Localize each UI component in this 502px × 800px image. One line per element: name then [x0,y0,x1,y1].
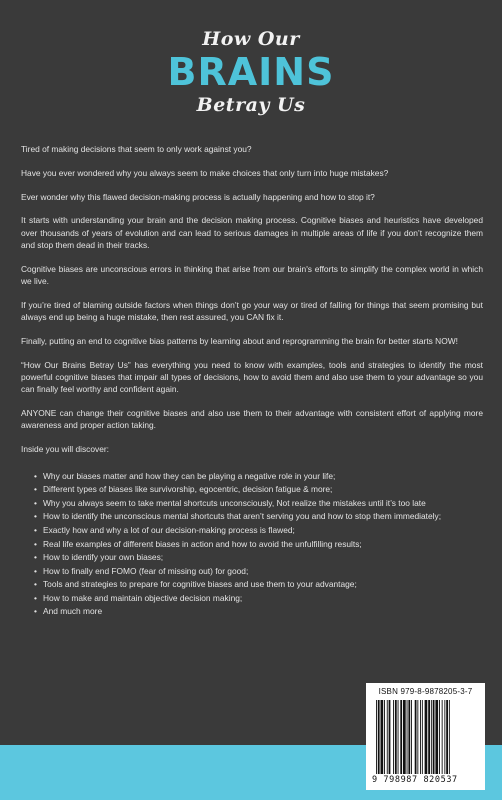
list-item: • Why you always seem to take mental shortcuts unconsciously, Not realize the mistakes until it’s too late [21,497,483,509]
list-item: • Different types of biases like survivorship, egocentric, decision fatigue & more; [21,483,483,495]
back-cover-description [21,143,483,619]
title-line-1: How Our [202,28,300,50]
paragraph: Finally, putting an end to cognitive bias patterns by learning about and reprogramming the brain for better starts NOW! [21,335,458,346]
list-item: • How to make and maintain objective decision making; [21,592,483,604]
title-block [0,0,502,130]
paragraph: Have you ever wondered why you always seem to make choices that only turn into huge mistakes? [21,167,389,178]
paragraph: It starts with understanding your brain and the decision making process. Cognitive biases and heuristics have developed over thousands of years of evolution and can lead to serious damages in multiple areas of life if you don’t recognize them and stop them dead in their tracks. [21,215,483,250]
paragraph: Tired of making decisions that seem to only work against you? [21,144,252,154]
paragraph: Cognitive biases are unconscious errors in thinking that arise from our brain's efforts to simplify the complex world in which we live. [21,263,483,287]
isbn-label: ISBN 979-8-9878205-3-7 [378,687,473,696]
discover-list [21,470,483,618]
title-brains: BRAINS [167,50,335,94]
list-item: • Why our biases matter and how they can be playing a negative role in your life; [21,470,483,482]
list-item: • How to identify your own biases; [21,551,483,563]
paragraph: ANYONE can change their cognitive biases and also use them to their advantage with consistent effort of applying more awareness and proper action taking. [21,408,483,431]
list-item: • Real life examples of different biases in action and how to avoid the unfulfilling results; [21,538,483,550]
paragraph: If you’re tired of blaming outside factors when things don’t go your way or tired of falling for things that seem promising but always end up being a huge mistake, then rest assured, you CAN fix it. [21,299,483,323]
barcode-box [366,683,485,790]
list-item: • How to finally end FOMO (fear of missing out) for good; [21,565,483,577]
paragraph-intro-list: Inside you will discover: [21,444,109,455]
paragraph: Ever wonder why this flawed decision-making process is actually happening and how to stop it? [21,191,375,202]
barcode-digits: 9 798987 820537 [372,775,458,785]
list-item: • How to identify the unconscious mental shortcuts that aren’t serving you and how to stop them immediately; [21,510,483,522]
list-item: • Exactly how and why a lot of our decision-making process is flawed; [21,524,483,536]
barcode-icon [374,700,477,776]
list-item: • Tools and strategies to prepare for cognitive biases and use them to your advantage; [21,578,483,590]
list-item: • And much more [21,605,483,617]
paragraph: “How Our Brains Betray Us” has everything you need to know with examples, tools and strategies to identify the most powerful cognitive biases that impair all types of decisions, how to avoid them and also use them to your advantage so you can finally feel worthy and confident again. [21,359,483,395]
title-line-3: Betray Us [196,94,306,116]
